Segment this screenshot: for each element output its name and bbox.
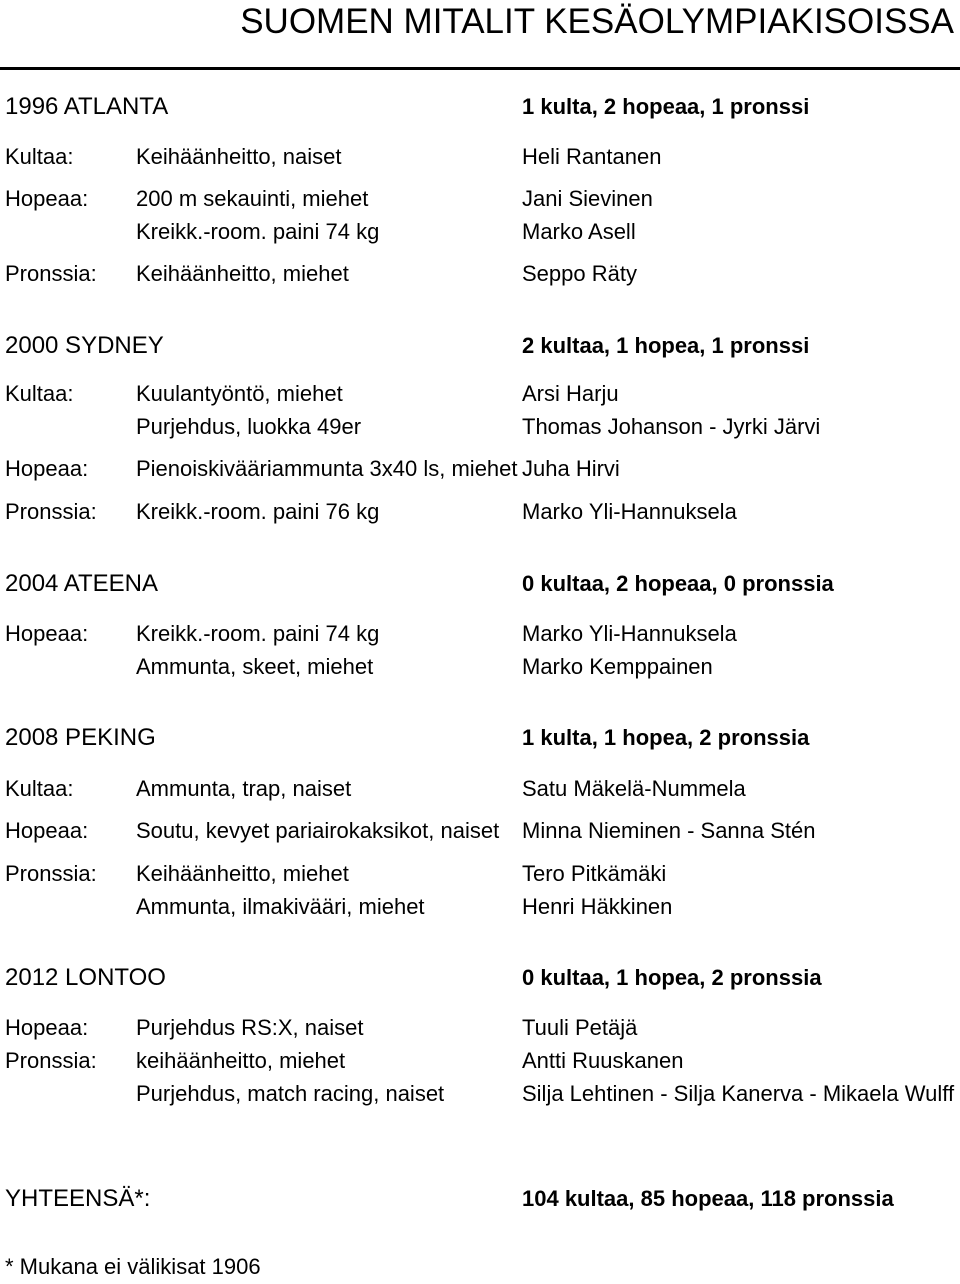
event: Ammunta, trap, naiset (136, 776, 352, 801)
event: Ammunta, skeet, miehet (136, 654, 374, 679)
athlete: Heli Rantanen (522, 144, 662, 169)
medal-row (0, 410, 960, 444)
event: Purjehdus RS:X, naiset (136, 1015, 364, 1040)
medal-type: Kultaa: (5, 144, 74, 169)
medal-type: Hopeaa: (5, 1015, 89, 1040)
event: keihäänheitto, miehet (136, 1048, 346, 1073)
athlete: Silja Lehtinen - Silja Kanerva - Mikaela Wulff (522, 1081, 955, 1106)
games-name: 1996 ATLANTA (5, 93, 169, 120)
medal-row (0, 1077, 960, 1111)
event: Keihäänheitto, miehet (136, 861, 349, 886)
medal-type: Pronssia: (5, 499, 97, 524)
athlete: Juha Hirvi (522, 456, 620, 481)
footnote (0, 1250, 960, 1284)
games-summary: 0 kultaa, 1 hopea, 2 pronssia (522, 965, 822, 990)
medal-row (0, 215, 960, 249)
games-name: 2004 ATEENA (5, 570, 158, 597)
medal-type: Hopeaa: (5, 186, 89, 211)
medal-row (0, 857, 960, 891)
event: Ammunta, ilmakivääri, miehet (136, 894, 425, 919)
athlete: Henri Häkkinen (522, 894, 673, 919)
athlete: Seppo Räty (522, 261, 637, 286)
medal-row (0, 772, 960, 806)
medal-row (0, 140, 960, 174)
games-name: 2000 SYDNEY (5, 332, 164, 359)
athlete: Thomas Johanson - Jyrki Järvi (522, 414, 821, 439)
games-header (0, 329, 960, 363)
title-underline (0, 67, 960, 70)
medal-row (0, 257, 960, 291)
athlete: Tero Pitkämäki (522, 861, 667, 886)
games-header (0, 90, 960, 124)
medal-type: Kultaa: (5, 776, 74, 801)
medal-row (0, 1044, 960, 1078)
event: Kuulantyöntö, miehet (136, 381, 343, 406)
event: Pienoiskivääriammunta 3x40 ls, miehet (136, 456, 518, 481)
athlete: Minna Nieminen - Sanna Stén (522, 818, 816, 843)
medal-type: Hopeaa: (5, 456, 89, 481)
games-header (0, 567, 960, 601)
medal-row (0, 617, 960, 651)
athlete: Antti Ruuskanen (522, 1048, 684, 1073)
total-row (0, 1182, 960, 1216)
games-header (0, 721, 960, 755)
medal-type: Pronssia: (5, 261, 97, 286)
games-summary: 2 kultaa, 1 hopea, 1 pronssi (522, 333, 810, 358)
event: Kreikk.-room. paini 76 kg (136, 499, 380, 524)
games-summary: 1 kulta, 1 hopea, 2 pronssia (522, 725, 810, 750)
games-summary: 1 kulta, 2 hopeaa, 1 pronssi (522, 94, 810, 119)
event: Purjehdus, luokka 49er (136, 414, 362, 439)
event: 200 m sekauinti, miehet (136, 186, 369, 211)
athlete: Satu Mäkelä-Nummela (522, 776, 746, 801)
medal-type: Hopeaa: (5, 818, 89, 843)
event: Keihäänheitto, miehet (136, 261, 349, 286)
medal-type: Pronssia: (5, 861, 97, 886)
games-name: 2008 PEKING (5, 724, 156, 751)
total-value: 104 kultaa, 85 hopeaa, 118 pronssia (522, 1186, 894, 1211)
event: Soutu, kevyet pariairokaksikot, naiset (136, 818, 500, 843)
footnote-text: * Mukana ei välikisat 1906 (5, 1254, 261, 1279)
medal-row (0, 814, 960, 848)
athlete: Marko Yli-Hannuksela (522, 621, 737, 646)
athlete: Tuuli Petäjä (522, 1015, 638, 1040)
athlete: Marko Yli-Hannuksela (522, 499, 737, 524)
event: Keihäänheitto, naiset (136, 144, 342, 169)
medal-row (0, 1011, 960, 1045)
games-name: 2012 LONTOO (5, 964, 166, 991)
medal-type: Kultaa: (5, 381, 74, 406)
medal-row (0, 452, 960, 486)
total-label: YHTEENSÄ*: (5, 1185, 151, 1212)
medal-type: Pronssia: (5, 1048, 97, 1073)
athlete: Marko Kemppainen (522, 654, 713, 679)
medal-row (0, 650, 960, 684)
event: Purjehdus, match racing, naiset (136, 1081, 445, 1106)
medal-row (0, 377, 960, 411)
athlete: Marko Asell (522, 219, 636, 244)
athlete: Jani Sievinen (522, 186, 653, 211)
medal-type: Hopeaa: (5, 621, 89, 646)
medal-row (0, 890, 960, 924)
games-summary: 0 kultaa, 2 hopeaa, 0 pronssia (522, 571, 834, 596)
event: Kreikk.-room. paini 74 kg (136, 219, 380, 244)
athlete: Arsi Harju (522, 381, 619, 406)
medal-row (0, 182, 960, 216)
event: Kreikk.-room. paini 74 kg (136, 621, 380, 646)
page-title: SUOMEN MITALIT KESÄOLYMPIAKISOISSA (240, 2, 954, 41)
games-header (0, 961, 960, 995)
medal-row (0, 495, 960, 529)
